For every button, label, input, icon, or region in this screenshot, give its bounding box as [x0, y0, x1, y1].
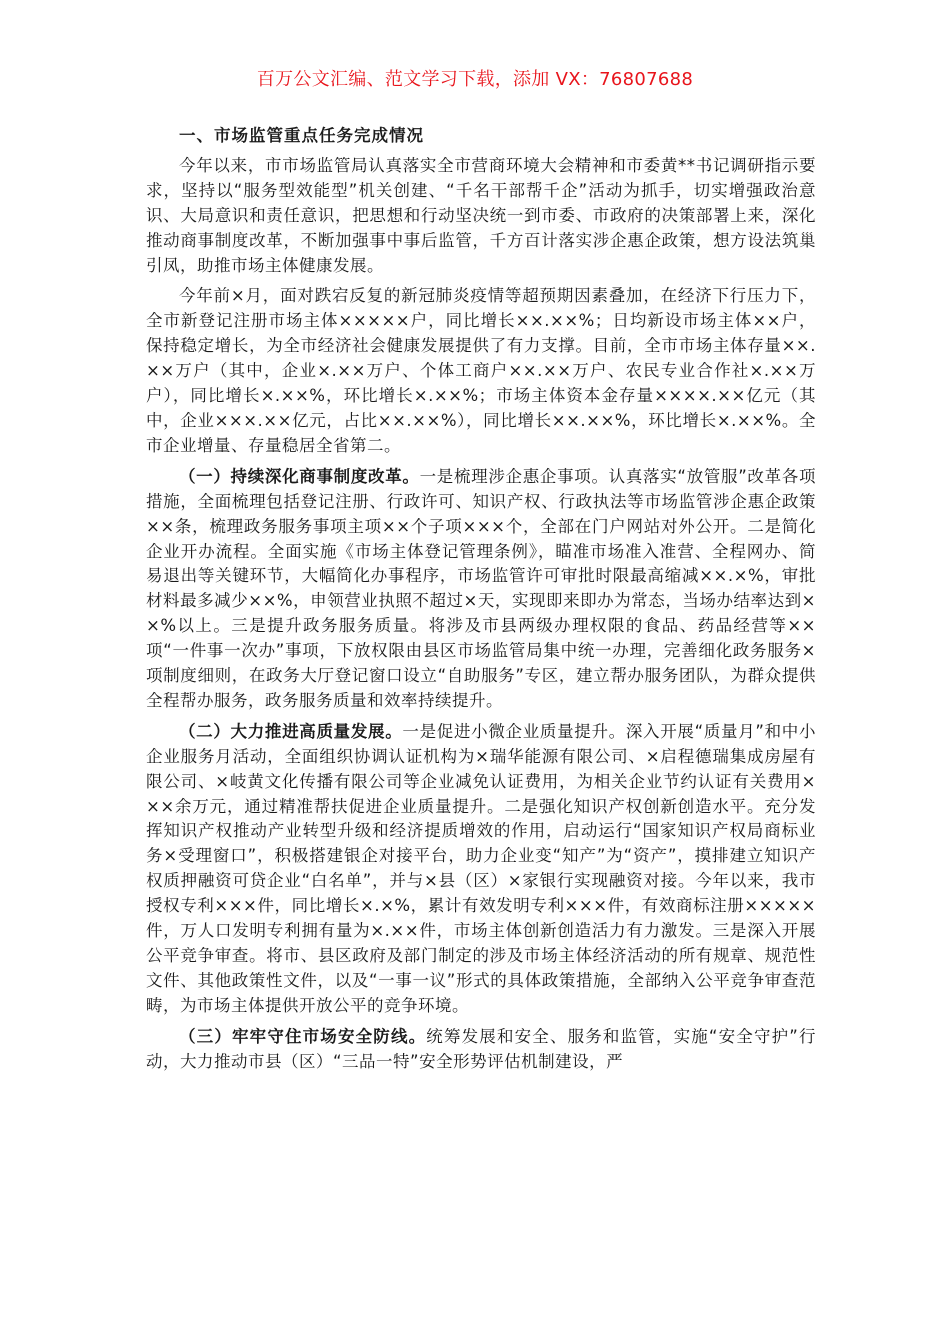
paragraph-text: 今年前×月，面对跌宕反复的新冠肺炎疫情等超预期因素叠加，在经济下行压力下，全市新登记注册市场主体×××××户，同比增长××.××%；日均新设市场主体××户，保持稳定增长，为全市经济社会健康发展提供了有力支撑。目前，全市市场主体存量××.××万户（其中，企业×.××万户、个体工商户××.××万户、农民专业合作社×.××万户），同比增长×.××%，环比增长×.××%；市场主体资本金存量××××.××亿元（其中，企业×××.××亿元，占比××.××%），同比增长××.××%，环比增长×.××%。全市企业增量、存量稳居全省第二。 — [146, 286, 816, 455]
section-title: 一、市场监管重点任务完成情况 — [179, 126, 424, 145]
paragraph-intro — [146, 154, 816, 279]
paragraph-commercial-reform — [146, 465, 816, 714]
paragraph-text: 一是梳理涉企惠企事项。认真落实“放管服”改革各项措施，全面梳理包括登记注册、行政许可、知识产权、行政执法等市场监管涉企惠企政策××条，梳理政务服务事项主项××个子项×××个，全部在门户网站对外公开。二是简化企业开办流程。全面实施《市场主体登记管理条例》，瞄准市场准入准营、全程网办、简易退出等关键环节，大幅简化办事程序，市场监管许可审批时限最高缩减××.×%，审批材料最多减少××%，申领营业执照不超过×天，实现即来即办为常态，当场办结率达到××%以上。三是提升政务服务质量。将涉及市县两级办理权限的食品、药品经营等××项“一件事一次办”事项，下放权限由县区市场监管局集中统一办理，完善细化政务服务×项制度细则，在政务大厅登记窗口设立“自助服务”专区，建立帮办服务团队，为群众提供全程帮办服务，政务服务质量和效率持续提升。 — [146, 466, 816, 710]
paragraph-text: 一是促进小微企业质量提升。深入开展“质量月”和中小企业服务月活动，全面组织协调认证机构为×瑞华能源有限公司、×启程德瑞集成房屋有限公司、×岐黄文化传播有限公司等企业减免认证费用，为相关企业节约认证有关费用×××余万元，通过精准帮扶促进企业质量提升。二是强化知识产权创新创造水平。充分发挥知识产权推动产业转型升级和经济提质增效的作用，启动运行“国家知识产权局商标业务×受理窗口”，积极搭建银企对接平台，助力企业变“知产”为“资产”，摸排建立知识产权质押融资可贷企业“白名单”，并与×县（区）×家银行实现融资对接。今年以来，我市授权专利×××件，同比增长×.×%，累计有效发明专利×××件，有效商标注册×××××件，万人口发明专利拥有量为×.××件，市场主体创新创造活力有力激发。三是深入开展公平竞争审查。将市、县区政府及部门制定的涉及市场主体经济活动的所有规章、规范性文件、其他政策性文件，以及“一事一议”形式的具体政策措施，全部纳入公平竞争审查范畴，为市场主体提供开放公平的竞争环境。 — [146, 721, 816, 1015]
header-banner: 百万公文汇编、范文学习下载，添加 VX：76807688 — [256, 69, 694, 90]
paragraph-market-safety — [146, 1025, 816, 1075]
subsection-title: （二）大力推进高质量发展。 — [179, 721, 403, 741]
paragraph-high-quality-development — [146, 720, 816, 1019]
document-body — [146, 124, 816, 1081]
paragraph-text: 统筹发展和安全、服务和监管，实施“安全守护”行动，大力推动市县（区）“三品一特”安全形势评估机制建设，严 — [146, 1026, 816, 1071]
paragraph-text: 今年以来，市市场监管局认真落实全市营商环境大会精神和市委黄**书记调研指示要求，坚持以“服务型效能型”机关创建、“千名干部帮千企”活动为抓手，切实增强政治意识、大局意识和责任意识，把思想和行动坚决统一到市委、市政府的决策部署上来，深化推动商事制度改革，不断加强事中事后监管，千方百计落实涉企惠企政策，想方设法筑巢引凤，助推市场主体健康发展。 — [146, 155, 816, 275]
paragraph-statistics — [146, 284, 816, 458]
subsection-title: （三）牢牢守住市场安全防线。 — [179, 1026, 427, 1046]
subsection-title: （一）持续深化商事制度改革。 — [179, 466, 420, 486]
